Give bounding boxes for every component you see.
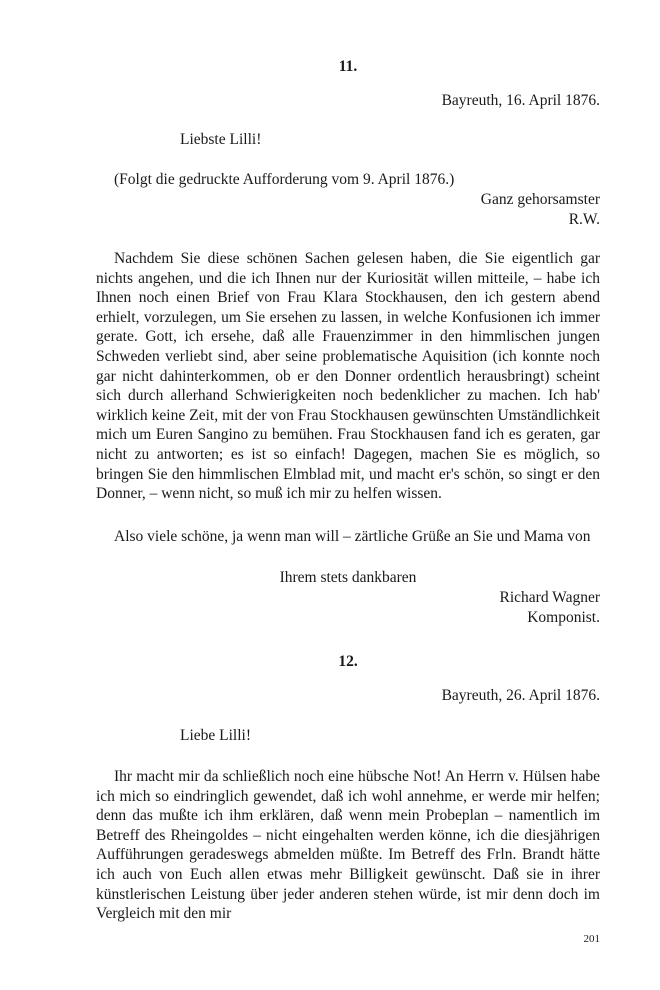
letter-11-signature: Richard Wagner <box>499 589 600 606</box>
letter-12-paragraph-1: Ihr macht mir da schließlich noch eine hübsche Not! An Herrn v. Hülsen habe ich mich so eindringlich gewendet, daß ich wohl annehme, er werde mir helfen; denn das mußte ich ihm erklären, daß wenn mein Probeplan – namentlich im Betreff des Rheingoldes – nicht eingehalten werden könne, ich die diesjährigen Aufführungen geradeswegs abmelden müßte. Im Betreff des Frln. Brandt hätte ich auch von Euch allen etwas mehr Billigkeit gewünscht. Daß sie in ihrer künstlerischen Leistung über jeder anderen stehen würde, ist mir denn doch im Vergleich mit den mir <box>96 768 600 923</box>
letter-11-closing-line-2: R.W. <box>568 211 600 228</box>
letter-11-paragraph-1: Nachdem Sie diese schönen Sachen gelesen haben, die Sie eigentlich gar nichts angehen, und die ich Ihnen nur der Kuriosität willen mitteile, – habe ich Ihnen noch einen Brief von Frau Klara Stockhausen, den ich gestern abend erhielt, vorzulegen, um Sie ersehen zu lassen, in welche Konfusionen ich immer gerate. Gott, ich ersehe, daß alle Frauenzimmer in den himmlischen jungen Schweden verliebt sind, aber seine problematische Aquisition (ich konnte noch gar nicht dahinterkommen, ob er den Donner ordentlich herausbringt) scheint sich durch allerhand Schwierigkeiten noch bedenklicher zu machen. Ich hab' wirklich keine Zeit, mit der von Frau Stockhausen gewünschten Umständlichkeit mich um Euren Sangino zu bemühen. Frau Stockhausen fand ich es geraten, gar nicht zu antworten; es ist so einfach! Dagegen, machen Sie es möglich, so bringen Sie den himmlischen Elmblad mit, und macht er's schön, so singt er den Donner, – wenn nicht, so muß ich mir zu helfen wissen. <box>96 250 600 503</box>
letter-12-salutation: Liebe Lilli! <box>180 727 252 744</box>
letter-12-number: 12. <box>338 653 358 670</box>
letter-11-place-date: Bayreuth, 16. April 1876. <box>441 92 600 109</box>
letter-11-signature-title: Komponist. <box>527 609 600 626</box>
book-page <box>96 0 600 990</box>
letter-12-place-date: Bayreuth, 26. April 1876. <box>441 687 600 704</box>
letter-11-paragraph-2: Also viele schöne, ja wenn man will – zärtliche Grüße an Sie und Mama von <box>114 528 591 545</box>
letter-11-number: 11. <box>338 58 358 75</box>
page-number: 201 <box>583 933 600 945</box>
letter-11-closing-phrase: Ihrem stets dankbaren <box>279 569 417 586</box>
letter-11-salutation: Liebste Lilli! <box>180 131 262 148</box>
letter-11-note: (Folgt die gedruckte Aufforderung vom 9. April 1876.) <box>114 171 455 188</box>
letter-11-closing-line-1: Ganz gehorsamster <box>480 191 600 208</box>
